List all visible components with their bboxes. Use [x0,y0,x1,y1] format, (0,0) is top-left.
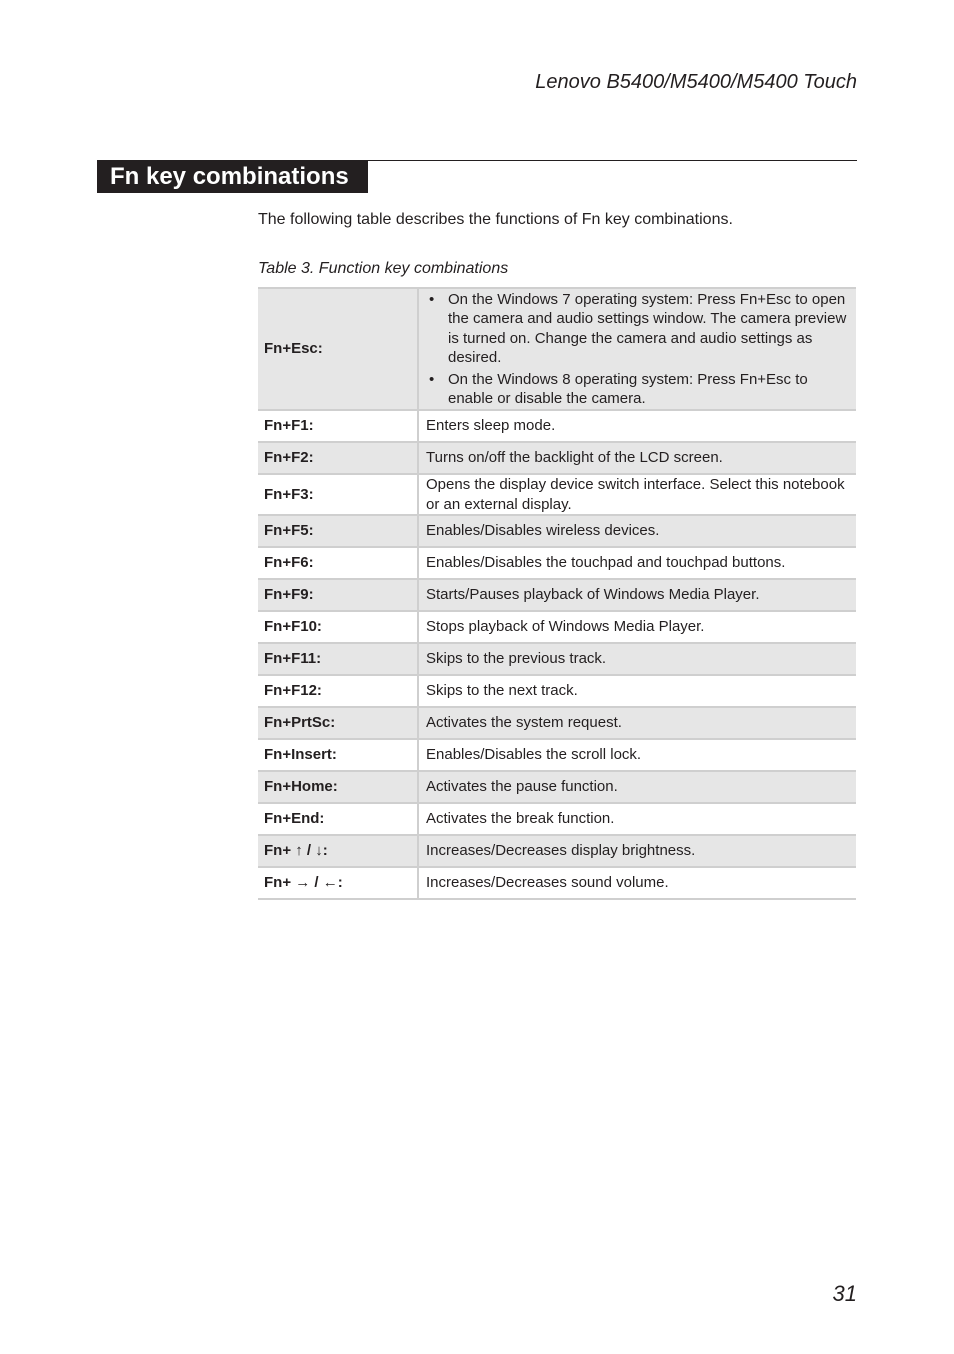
fn-description-cell: Skips to the next track. [418,675,856,707]
fn-key-cell: Fn+F1: [258,410,418,442]
table-row [258,739,856,771]
fn-description-cell: Stops playback of Windows Media Player. [418,611,856,643]
table-row [258,579,856,611]
fn-key-cell: Fn+F6: [258,547,418,579]
fn-key-cell: Fn+F5: [258,515,418,547]
fn-key-cell: Fn+ ↑ / ↓: [258,835,418,867]
table-caption: Table 3. Function key combinations [258,260,509,277]
fn-description-cell: Enters sleep mode. [418,410,856,442]
fn-description-cell: Activates the break function. [418,803,856,835]
fn-key-cell: Fn+Insert: [258,739,418,771]
table-row [258,867,856,899]
list-item: • On the Windows 8 operating system: Press Fn+Esc to enable or disable the camera. [426,370,849,409]
fn-key-table [258,287,856,900]
fn-description-cell: Activates the pause function. [418,771,856,803]
fn-key-cell: Fn+F3: [258,474,418,515]
fn-key-cell: Fn+F11: [258,643,418,675]
description-bullet-list [426,290,849,409]
fn-description-cell: Enables/Disables the scroll lock. [418,739,856,771]
list-item: • On the Windows 7 operating system: Press Fn+Esc to open the camera and audio settings window. The camera preview is turned on. Change the camera and audio settings as desired. [426,290,849,368]
fn-key-cell: Fn+End: [258,803,418,835]
table-row [258,474,856,515]
table-row [258,707,856,739]
fn-description-cell: Enables/Disables the touchpad and touchpad buttons. [418,547,856,579]
table-row [258,835,856,867]
fn-key-cell: Fn+ → / ←: [258,867,418,899]
document-header-title: Lenovo B5400/M5400/M5400 Touch [535,71,857,93]
page-number: 31 [832,1281,857,1306]
fn-description-cell: Opens the display device switch interface. Select this notebook or an external display. [418,474,856,515]
table-row [258,803,856,835]
fn-description-cell [418,288,856,410]
table-row [258,410,856,442]
table-row [258,547,856,579]
fn-description-cell: Increases/Decreases display brightness. [418,835,856,867]
fn-key-cell: Fn+PrtSc: [258,707,418,739]
table-row [258,643,856,675]
fn-description-cell: Activates the system request. [418,707,856,739]
intro-paragraph: The following table describes the functions of Fn key combinations. [258,211,733,228]
table-row [258,611,856,643]
fn-description-cell: Enables/Disables wireless devices. [418,515,856,547]
fn-description-cell: Starts/Pauses playback of Windows Media Player. [418,579,856,611]
fn-description-cell: Turns on/off the backlight of the LCD screen. [418,442,856,474]
table-row [258,442,856,474]
table-row [258,675,856,707]
table-row [258,288,856,410]
fn-key-cell: Fn+Esc: [258,288,418,410]
fn-key-cell: Fn+F2: [258,442,418,474]
fn-key-cell: Fn+F9: [258,579,418,611]
section-rule [368,160,857,161]
fn-description-cell: Increases/Decreases sound volume. [418,867,856,899]
fn-description-cell: Skips to the previous track. [418,643,856,675]
section-heading: Fn key combinations [97,160,368,193]
fn-key-cell: Fn+F10: [258,611,418,643]
fn-key-cell: Fn+F12: [258,675,418,707]
table-row [258,515,856,547]
fn-key-cell: Fn+Home: [258,771,418,803]
table-row [258,771,856,803]
